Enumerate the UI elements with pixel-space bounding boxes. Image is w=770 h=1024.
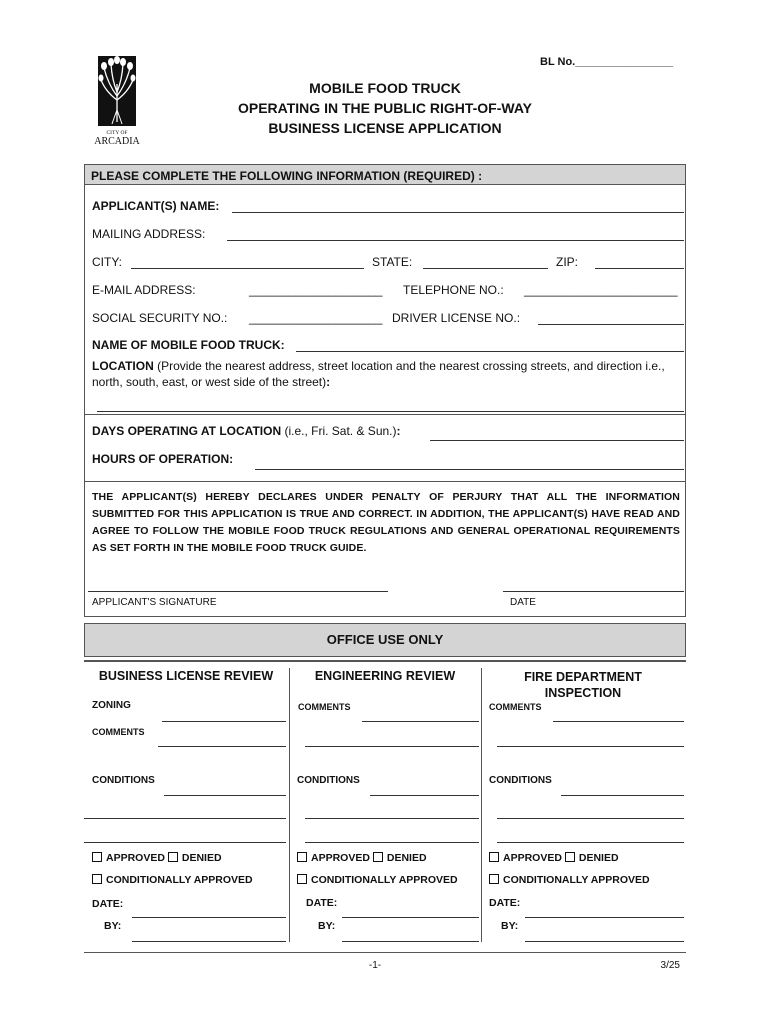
fire-date-field[interactable] [525,917,684,918]
eng-comments-label: COMMENTS [298,702,351,712]
location-label: LOCATION (Provide the nearest address, street location and the nearest crossing streets, and direction i.e., north, south, east, or west side of the street): [92,359,665,389]
driver-license-label: DRIVER LICENSE NO.: [392,311,521,325]
bl-denied-checkbox[interactable] [168,852,178,862]
food-truck-name-field[interactable] [296,351,684,352]
zoning-label: ZONING [92,700,131,711]
divider [84,660,686,662]
eng-date-field[interactable] [342,917,479,918]
eng-status-options: APPROVED DENIED [297,852,427,864]
bl-conditions-field[interactable] [164,795,286,796]
date-label: DATE [510,597,536,608]
office-use-heading: OFFICE USE ONLY [84,623,686,657]
eng-by-label: BY: [318,920,336,932]
applicant-name-label: APPLICANT(S) NAME: [92,199,220,213]
eng-denied-checkbox[interactable] [373,852,383,862]
eng-date-label: DATE: [306,897,338,909]
divider [84,414,686,415]
bl-by-field[interactable] [132,941,286,942]
fire-comments-field-2[interactable] [497,746,684,747]
svg-text:ARCADIA: ARCADIA [94,136,140,146]
days-operating-label: DAYS OPERATING AT LOCATION (i.e., Fri. Sat. & Sun.): [92,424,401,438]
state-label: STATE: [372,255,413,269]
fire-denied-checkbox[interactable] [565,852,575,862]
bl-status-options: APPROVED DENIED [92,852,222,864]
eng-by-field[interactable] [342,941,479,942]
state-field[interactable] [423,268,548,269]
column-divider [481,668,482,942]
mailing-address-label: MAILING ADDRESS: [92,227,206,241]
bl-comments-label: COMMENTS [92,727,145,737]
bl-date-field[interactable] [132,917,286,918]
palm-tree-icon [88,54,146,146]
bl-approved-checkbox[interactable] [92,852,102,862]
fire-conditions-field[interactable] [561,795,684,796]
business-license-review-heading: BUSINESS LICENSE REVIEW [98,669,274,683]
eng-conditional-option: CONDITIONALLY APPROVED [297,874,458,886]
form-title-line1: MOBILE FOOD TRUCK [309,80,461,96]
eng-comments-field-2[interactable] [305,746,479,747]
food-truck-name-label: NAME OF MOBILE FOOD TRUCK: [92,338,285,352]
fire-comments-label: COMMENTS [489,702,542,712]
ssn-field[interactable]: ____________________ [249,311,383,325]
fire-conditions-field-3[interactable] [497,842,684,843]
bl-conditions-field-2[interactable] [84,818,286,819]
email-field[interactable]: ____________________ [249,283,383,297]
bl-conditional-option: CONDITIONALLY APPROVED [92,874,253,886]
fire-conditional-checkbox[interactable] [489,874,499,884]
city-field[interactable] [131,268,364,269]
fire-approved-checkbox[interactable] [489,852,499,862]
city-label: CITY: [92,255,123,269]
divider [84,481,686,482]
applicant-name-field[interactable] [232,212,684,213]
fire-department-heading: FIRE DEPARTMENT INSPECTION [524,670,642,700]
eng-conditional-checkbox[interactable] [297,874,307,884]
eng-approved-checkbox[interactable] [297,852,307,862]
eng-conditions-field-3[interactable] [305,842,479,843]
fire-conditional-option: CONDITIONALLY APPROVED [489,874,650,886]
fire-conditions-label: CONDITIONS [489,775,552,786]
fire-conditions-field-2[interactable] [497,818,684,819]
fire-by-field[interactable] [525,941,684,942]
bl-by-label: BY: [104,920,122,932]
eng-conditions-field[interactable] [370,795,479,796]
footer-rule [84,952,686,953]
date-field[interactable] [503,591,684,592]
fire-date-label: DATE: [489,897,521,909]
ssn-label: SOCIAL SECURITY NO.: [92,311,228,325]
zoning-field[interactable] [162,721,286,722]
svg-text:CITY OF: CITY OF [106,130,128,136]
bl-conditions-field-3[interactable] [84,842,286,843]
hours-label: HOURS OF OPERATION: [92,452,234,466]
required-info-heading: PLEASE COMPLETE THE FOLLOWING INFORMATION (REQUIRED) : [85,165,685,185]
city-logo [88,54,146,146]
form-title-line3: BUSINESS LICENSE APPLICATION [268,120,502,136]
email-label: E-MAIL ADDRESS: [92,283,196,297]
page-number: -1- [368,960,382,971]
bl-comments-field[interactable] [158,746,286,747]
bl-conditional-checkbox[interactable] [92,874,102,884]
eng-conditions-label: CONDITIONS [297,775,360,786]
telephone-field[interactable]: _______________________ [524,283,678,297]
fire-status-options: APPROVED DENIED [489,852,619,864]
fire-by-label: BY: [501,920,519,932]
fire-comments-field[interactable] [553,721,684,722]
column-divider [289,668,290,942]
bl-conditions-label: CONDITIONS [92,775,155,786]
zip-label: ZIP: [556,255,579,269]
hours-field[interactable] [255,469,684,470]
telephone-label: TELEPHONE NO.: [403,283,504,297]
bl-date-label: DATE: [92,898,124,910]
eng-conditions-field-2[interactable] [305,818,479,819]
signature-label: APPLICANT'S SIGNATURE [92,597,217,608]
zip-field[interactable] [595,268,684,269]
location-field[interactable] [97,411,684,412]
bl-number: BL No.________________ [540,56,674,68]
mailing-address-field[interactable] [227,240,684,241]
declaration-text: THE APPLICANT(S) HEREBY DECLARES UNDER PENALTY OF PERJURY THAT ALL THE INFORMATION SUBMITTED FOR THIS APPLICATION IS TRUE AND CORRECT. IN ADDITION, THE APPLICANT(S) HAVE READ AND AGREE TO FOLLOW THE MOBILE FOOD TRUCK REGULATIONS AND GENERAL OPERATIONAL REQUIREMENTS AS SET FORTH IN THE MOBILE FOOD TRUCK GUIDE. [92,491,680,554]
days-operating-field[interactable] [430,440,684,441]
engineering-review-heading: ENGINEERING REVIEW [314,669,456,683]
driver-license-field[interactable] [538,324,684,325]
eng-comments-field[interactable] [362,721,479,722]
signature-field[interactable] [88,591,388,592]
revision-date: 3/25 [660,960,680,971]
form-title-line2: OPERATING IN THE PUBLIC RIGHT-OF-WAY [237,100,532,116]
